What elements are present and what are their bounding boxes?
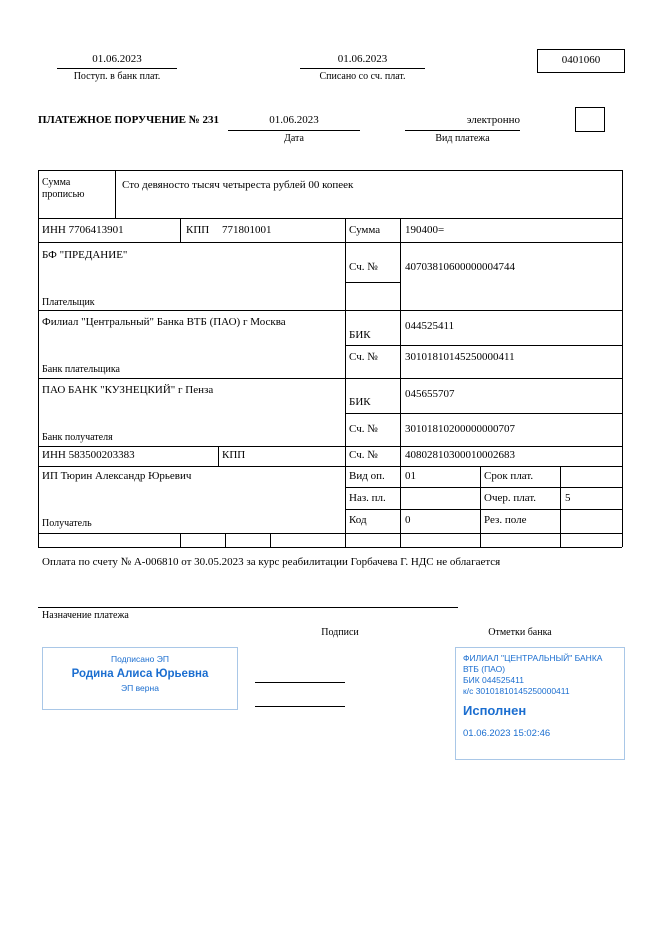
- received-date: 01.06.2023: [92, 53, 142, 65]
- payer-account-label: Сч. №: [349, 261, 378, 273]
- naz-pl-label: Наз. пл.: [349, 492, 386, 504]
- document-date: 01.06.2023: [269, 114, 319, 126]
- grid-line: [38, 547, 622, 548]
- kod-label: Код: [349, 514, 367, 526]
- amount-words-value: Сто девяносто тысяч четыреста рублей 00 копеек: [122, 179, 354, 191]
- payee-bank-name: ПАО БАНК "КУЗНЕЦКИЙ" г Пенза: [42, 384, 214, 396]
- payee-account-label: Сч. №: [349, 449, 378, 461]
- payer-bank-bik: 044525411: [405, 320, 455, 332]
- payment-kind-value: электронно: [466, 114, 520, 126]
- grid-line: [345, 487, 622, 488]
- signer-name: Родина Алиса Юрьевна: [71, 668, 209, 680]
- payer-kpp-value: 771801001: [222, 224, 272, 236]
- signature-stamp-line1: Подписано ЭП: [111, 654, 169, 664]
- signature-stamp-line3: ЭП верна: [121, 683, 159, 693]
- grid-line: [400, 218, 401, 547]
- bank-marks-label: Отметки банка: [488, 627, 552, 638]
- document-date-label: Дата: [284, 133, 304, 144]
- grid-line: [38, 607, 458, 608]
- payee-label: Получатель: [42, 518, 92, 529]
- form-code: 0401060: [561, 54, 601, 66]
- payee-bank-bik: 045655707: [405, 388, 455, 400]
- grid-line: [300, 68, 425, 69]
- grid-line: [345, 218, 346, 547]
- rez-pole-label: Рез. поле: [484, 514, 527, 526]
- payee-inn: ИНН 583500203383: [42, 449, 135, 461]
- grid-line: [57, 68, 177, 69]
- bank-stamp-datetime: 01.06.2023 15:02:46: [463, 728, 551, 740]
- payee-bank-label: Банк получателя: [42, 432, 113, 443]
- grid-line: [405, 130, 520, 131]
- signature-stamp: [42, 647, 238, 710]
- form-code-box: [537, 49, 625, 73]
- payer-bank-account-label: Сч. №: [349, 351, 378, 363]
- payer-name: БФ "ПРЕДАНИЕ": [42, 249, 128, 261]
- signatures-label: Подписи: [321, 627, 359, 638]
- grid-line: [180, 218, 181, 242]
- amount-words-label: Сумма прописью: [42, 177, 85, 200]
- grid-line: [38, 533, 622, 534]
- grid-line: [38, 378, 622, 379]
- status-code-box: [575, 107, 605, 132]
- srok-plat-label: Срок плат.: [484, 470, 534, 482]
- grid-line: [480, 466, 481, 547]
- debited-label: Списано со сч. плат.: [319, 71, 406, 82]
- payer-bank-account: 30101810145250000411: [405, 351, 515, 363]
- grid-line: [622, 170, 623, 547]
- grid-line: [38, 310, 622, 311]
- grid-line: [225, 533, 226, 547]
- vid-op-value: 01: [405, 470, 416, 482]
- grid-line: [345, 282, 400, 283]
- payer-label: Плательщик: [42, 297, 95, 308]
- ocher-plat-label: Очер. плат.: [484, 492, 537, 504]
- grid-line: [228, 130, 360, 131]
- payment-kind-label: Вид платежа: [435, 133, 490, 144]
- purpose-text: Оплата по счету № А-006810 от 30.05.2023 за курс реабилитации Горбачева Г. НДС не облагается: [42, 556, 501, 568]
- bank-stamp-line: ВТБ (ПАО): [463, 664, 506, 675]
- payer-inn: ИНН 7706413901: [42, 224, 124, 236]
- amount-value: 190400=: [405, 224, 445, 236]
- vid-op-label: Вид оп.: [349, 470, 385, 482]
- payer-bank-name: Филиал "Центральный" Банка ВТБ (ПАО) г Москва: [42, 316, 286, 328]
- payee-name: ИП Тюрин Александр Юрьевич: [42, 470, 192, 482]
- bank-stamp-line: к/с 30101810145250000411: [463, 686, 570, 697]
- grid-line: [270, 533, 271, 547]
- payer-bank-label: Банк плательщика: [42, 364, 120, 375]
- grid-line: [180, 533, 181, 547]
- grid-line: [38, 170, 622, 171]
- payee-bank-bik-label: БИК: [349, 396, 371, 408]
- purpose-label: Назначение платежа: [42, 610, 129, 621]
- grid-line: [345, 413, 622, 414]
- grid-line: [345, 345, 622, 346]
- signature-line: [255, 706, 345, 707]
- grid-line: [560, 466, 561, 547]
- kod-value: 0: [405, 514, 411, 526]
- debited-date: 01.06.2023: [337, 53, 388, 65]
- grid-line: [38, 242, 622, 243]
- payee-account: 40802810300010002683: [405, 449, 515, 461]
- grid-line: [115, 170, 116, 218]
- amount-label: Сумма: [349, 224, 381, 236]
- payer-bank-bik-label: БИК: [349, 329, 371, 341]
- grid-line: [345, 509, 622, 510]
- payee-bank-account: 30101810200000000707: [405, 423, 515, 435]
- grid-line: [38, 446, 622, 447]
- received-label: Поступ. в банк плат.: [73, 71, 161, 82]
- payee-bank-account-label: Сч. №: [349, 423, 378, 435]
- ocher-plat-value: 5: [565, 492, 571, 504]
- payee-kpp-label: КПП: [222, 449, 246, 461]
- bank-stamp-line: ФИЛИАЛ "ЦЕНТРАЛЬНЫЙ" БАНКА: [463, 653, 603, 663]
- grid-line: [218, 446, 219, 466]
- payer-account: 40703810600000004744: [405, 261, 515, 273]
- grid-line: [38, 466, 622, 467]
- grid-line: [38, 218, 622, 219]
- bank-execution-stamp: [455, 647, 625, 760]
- bank-stamp-line: БИК 044525411: [463, 675, 524, 686]
- payer-kpp-label: КПП: [186, 224, 210, 236]
- grid-line: [38, 170, 39, 547]
- bank-stamp-status: Исполнен: [463, 703, 527, 719]
- document-title: ПЛАТЕЖНОЕ ПОРУЧЕНИЕ № 231: [38, 114, 220, 126]
- signature-line: [255, 682, 345, 683]
